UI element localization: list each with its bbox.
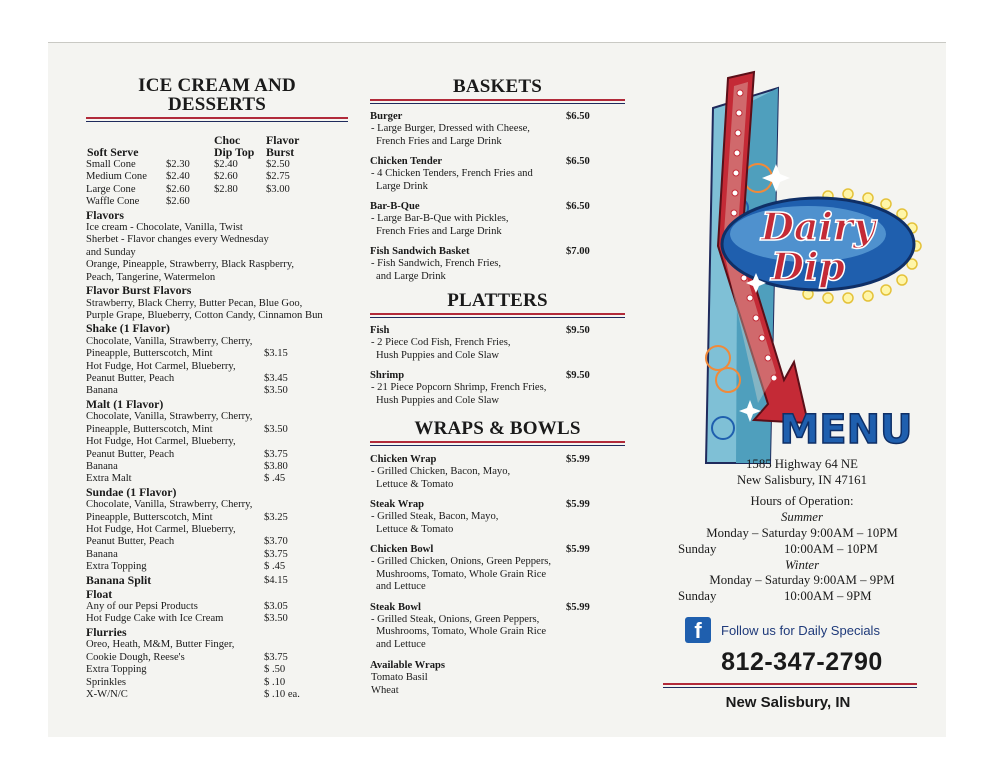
item-price: $7.00 (566, 246, 590, 257)
item-text: Cookie Dough, Reese's (86, 651, 185, 663)
item-description: Mushrooms, Tomato, Whole Grain Rice (376, 626, 547, 637)
item-price: $3.50 (264, 613, 288, 625)
float-list (86, 601, 348, 626)
address-street: 1585 Highway 64 NE (746, 457, 858, 471)
item-name: Bar-B-Que (370, 201, 420, 212)
available-wraps-list (370, 672, 625, 697)
shake-heading: Shake (1 Flavor) (86, 321, 170, 336)
item-name: Chicken Bowl (370, 544, 434, 555)
sundae-row (86, 512, 348, 524)
platter-item (370, 369, 625, 407)
flavor-burst-heading: Flavor Burst Flavors (86, 283, 192, 298)
item-description: - 2 Piece Cod Fish, French Fries, (371, 337, 511, 348)
banana-split-price: $4.15 (264, 574, 288, 586)
basket-item (370, 200, 625, 238)
flurries-row (86, 677, 348, 689)
hours-time: 10:00AM – 9PM (784, 589, 872, 603)
flurries-heading: Flurries (86, 624, 127, 639)
sundae-row (86, 524, 348, 536)
item-text: Chocolate, Vanilla, Strawberry, Cherry, (86, 499, 253, 511)
malt-row (86, 473, 348, 485)
float-row (86, 601, 348, 613)
item-price: $ .10 ea. (264, 688, 300, 700)
item-price: $5.99 (566, 601, 590, 613)
item-price: $3.50 (264, 385, 288, 397)
item-price: $3.75 (264, 651, 288, 663)
item-description: - Grilled Steak, Bacon, Mayo, (371, 511, 499, 522)
item-price: $5.99 (566, 499, 590, 510)
item-price: $ .10 (264, 676, 286, 688)
item-price: $6.50 (566, 111, 590, 122)
item-description: and Lettuce (376, 581, 426, 592)
ice-cream-column (86, 76, 348, 701)
shake-row (86, 348, 348, 360)
item-text: Banana (86, 460, 118, 472)
item-text: Pineapple, Butterscotch, Mint (86, 348, 213, 360)
baskets-title: BASKETS (452, 76, 543, 97)
item-heading (370, 543, 625, 556)
hours-time: 10:00AM – 10PM (784, 542, 878, 556)
item-text: Hot Fudge, Hot Carmel, Blueberry, (86, 360, 236, 372)
flavor-burst-header-1: Flavor (266, 133, 300, 147)
hours-row: Monday – Saturday 9:00AM – 9PM (709, 573, 895, 587)
malt-row (86, 461, 348, 473)
item-name: Shrimp (370, 370, 405, 381)
item-price: $5.99 (566, 454, 590, 465)
item-text: Hot Fudge, Hot Carmel, Blueberry, (86, 523, 236, 535)
item-text: Oreo, Heath, M&M, Butter Finger, (86, 639, 235, 651)
wraps-rule (370, 441, 625, 446)
item-price: $3.80 (264, 460, 288, 472)
wraps-title: WRAPS & BOWLS (414, 418, 581, 439)
item-heading (370, 324, 625, 337)
item-price: $ .45 (264, 473, 286, 485)
item-description: Mushrooms, Tomato, Whole Grain Rice (376, 568, 547, 580)
item-text: Extra Malt (86, 473, 132, 485)
item-description: Hush Puppies and Cole Slaw (376, 349, 500, 361)
winter-label: Winter (784, 558, 820, 572)
flavor-line: Orange, Pineapple, Strawberry, Black Raspberry, (86, 259, 295, 271)
item-description: and Lettuce (376, 638, 426, 650)
item-name: Fish Sandwich Basket (370, 246, 470, 257)
flavor-line: Peach, Tangerine, Watermelon (86, 271, 216, 283)
wrap-item (370, 601, 625, 652)
flurries-row (86, 689, 348, 701)
basket-item (370, 155, 625, 193)
available-wraps-heading: Available Wraps (370, 660, 446, 671)
basket-item (370, 245, 625, 283)
item-price: $3.70 (264, 536, 288, 548)
flavor-line: Ice cream - Chocolate, Vanilla, Twist (86, 222, 243, 234)
item-price: $6.50 (566, 156, 590, 167)
item-text: X-W/N/C (86, 688, 128, 700)
flavor-burst-line: Strawberry, Black Cherry, Butter Pecan, Blue Goo, (86, 297, 303, 309)
soft-serve-name: Small Cone (86, 159, 136, 170)
item-name: Chicken Wrap (370, 454, 437, 465)
hours-row: Monday – Saturday 9:00AM – 10PM (706, 526, 898, 540)
choc-header-1: Choc (214, 133, 241, 147)
item-heading (370, 245, 625, 258)
item-description: Lettuce & Tomato (376, 478, 454, 490)
wraps-list (370, 453, 625, 651)
item-text: Banana (86, 548, 118, 560)
soft-serve-price: $2.40 (166, 171, 190, 183)
float-row (86, 613, 348, 625)
sundae-row (86, 561, 348, 573)
platter-item (370, 324, 625, 362)
item-text: Peanut Butter, Peach (86, 536, 175, 548)
dairy-dip-logo (658, 68, 946, 478)
item-text: Chocolate, Vanilla, Strawberry, Cherry, (86, 411, 253, 423)
address-city: New Salisbury, IN 47161 (737, 472, 867, 487)
item-description: - Large Burger, Dressed with Cheese, (371, 123, 530, 134)
platters-list (370, 324, 625, 407)
flurries-row (86, 652, 348, 664)
item-description: Hush Puppies and Cole Slaw (376, 394, 500, 406)
sundae-row (86, 536, 348, 548)
item-description: - Fish Sandwich, French Fries, (371, 258, 502, 269)
soft-serve-price: $2.60 (166, 196, 190, 208)
facebook-text: Follow us for Daily Specials (721, 623, 880, 638)
hours-day: Sunday (678, 542, 717, 556)
item-heading (370, 200, 625, 213)
summer-label: Summer (781, 509, 823, 524)
item-name: Steak Wrap (370, 499, 425, 510)
basket-item (370, 110, 625, 148)
flavors-list (86, 222, 348, 284)
flavor-burst-list (86, 298, 348, 323)
sundae-list (86, 499, 348, 573)
winter-hours (658, 572, 946, 604)
malt-row (86, 449, 348, 461)
platters-title: PLATTERS (447, 290, 548, 311)
item-price: $ .50 (264, 664, 286, 676)
shake-row (86, 336, 348, 348)
item-text: Peanut Butter, Peach (86, 373, 175, 385)
malt-row (86, 436, 348, 448)
ice-cream-rule (86, 117, 348, 122)
item-name: Steak Bowl (370, 601, 421, 613)
available-wrap: Wheat (371, 684, 399, 696)
sundae-row (86, 549, 348, 561)
platters-rule (370, 313, 625, 318)
item-text: Extra Topping (86, 561, 147, 573)
town-name: New Salisbury, IN (725, 694, 851, 711)
item-description: - Grilled Chicken, Bacon, Mayo, (371, 466, 511, 477)
soft-serve-header (86, 134, 348, 158)
banana-split-row (86, 574, 348, 588)
flavor-burst-line: Purple Grape, Blueberry, Cotton Candy, Cinnamon Bun (86, 310, 323, 321)
flavor-line: and Sunday (86, 246, 136, 258)
wrap-item (370, 498, 625, 536)
item-price: $6.50 (566, 201, 590, 212)
flavor-burst-price: $2.75 (266, 171, 290, 183)
brand-rule (663, 683, 917, 688)
table-row (86, 184, 348, 196)
item-heading (370, 369, 625, 382)
available-wrap: Tomato Basil (371, 672, 428, 683)
item-price: $9.50 (566, 325, 590, 336)
item-price: $ .45 (264, 561, 286, 573)
facebook-row[interactable] (685, 617, 945, 643)
flavor-burst-header-2: Burst (266, 145, 295, 159)
hours-row (658, 541, 946, 557)
item-heading (370, 601, 625, 614)
malt-list (86, 411, 348, 485)
item-text: Chocolate, Vanilla, Strawberry, Cherry, (86, 335, 253, 347)
soft-serve-table (86, 159, 348, 209)
flavor-line: Sherbet - Flavor changes every Wednesday (86, 234, 269, 246)
hours-day: Sunday (678, 589, 717, 603)
soft-serve-name: Medium Cone (86, 171, 147, 183)
item-heading (370, 110, 625, 123)
item-description: and Large Drink (376, 270, 446, 282)
item-text: Sprinkles (86, 676, 127, 688)
flavor-burst-price: $2.50 (266, 159, 290, 170)
choc-dip-price: $2.80 (214, 183, 238, 195)
item-description: - Grilled Chicken, Onions, Green Peppers, (371, 556, 552, 567)
hours-heading: Hours of Operation: (750, 494, 854, 509)
shake-row (86, 385, 348, 397)
item-heading (370, 155, 625, 168)
soft-serve-name: Waffle Cone (86, 196, 140, 208)
item-description: French Fries and Large Drink (376, 135, 502, 147)
item-description: French Fries and Large Drink (376, 225, 502, 237)
shake-row (86, 361, 348, 373)
item-text: Any of our Pepsi Products (86, 601, 198, 613)
food-column (370, 77, 625, 697)
choc-dip-price: $2.40 (214, 159, 238, 170)
item-name: Chicken Tender (370, 156, 443, 167)
malt-row (86, 424, 348, 436)
ice-cream-title-line2: DESSERTS (167, 94, 267, 115)
item-description: - 21 Piece Popcorn Shrimp, French Fries, (371, 382, 547, 393)
address-block (658, 457, 946, 525)
item-text: Banana (86, 385, 118, 397)
item-price: $3.15 (264, 348, 288, 360)
wrap-item (370, 453, 625, 491)
item-description: - Grilled Steak, Onions, Green Peppers, (371, 613, 540, 625)
item-price: $3.75 (264, 448, 288, 460)
item-heading (370, 453, 625, 466)
malt-row (86, 411, 348, 423)
flurries-list (86, 639, 348, 701)
sundae-row (86, 499, 348, 511)
item-text: Hot Fudge, Hot Carmel, Blueberry, (86, 436, 236, 448)
flurries-row (86, 639, 348, 651)
facebook-icon[interactable]: f (685, 617, 711, 643)
choc-dip-price: $2.60 (214, 171, 238, 183)
item-description: - 4 Chicken Tenders, French Fries and (371, 168, 533, 179)
choc-header-2: Dip Top (214, 145, 255, 159)
item-price: $3.25 (264, 511, 288, 523)
item-name: Fish (370, 325, 390, 336)
item-price: $3.45 (264, 373, 288, 385)
item-description: - Large Bar-B-Que with Pickles, (371, 213, 509, 224)
item-text: Peanut Butter, Peach (86, 448, 175, 460)
item-heading (370, 498, 625, 511)
wrap-item (370, 543, 625, 594)
item-name: Burger (370, 111, 403, 122)
baskets-list (370, 110, 625, 283)
menu-sheet (48, 42, 946, 737)
soft-serve-heading: Soft Serve (87, 145, 139, 159)
item-price: $3.75 (264, 548, 288, 560)
item-text: Pineapple, Butterscotch, Mint (86, 511, 213, 523)
flavor-burst-price: $3.00 (266, 183, 290, 195)
item-description: Lettuce & Tomato (376, 523, 454, 535)
table-row (86, 159, 348, 171)
ice-cream-title-line1: ICE CREAM AND (138, 75, 296, 96)
item-price: $5.99 (566, 544, 590, 555)
item-text: Hot Fudge Cake with Ice Cream (86, 613, 224, 625)
item-description: Large Drink (376, 180, 428, 192)
flurries-row (86, 664, 348, 676)
item-price: $3.05 (264, 601, 288, 613)
shake-row (86, 373, 348, 385)
logo-word-dairy: Dairy (760, 204, 876, 249)
soft-serve-name: Large Cone (86, 183, 136, 195)
soft-serve-price: $2.60 (166, 183, 190, 195)
table-row (86, 171, 348, 183)
summer-hours (658, 525, 946, 557)
flavors-heading: Flavors (86, 207, 125, 222)
item-text: Extra Topping (86, 664, 147, 676)
logo-word-dip: Dip (771, 244, 845, 289)
soft-serve-price: $2.30 (166, 159, 190, 170)
phone-number: 812-347-2790 (721, 648, 883, 676)
float-heading: Float (86, 586, 113, 601)
item-text: Pineapple, Butterscotch, Mint (86, 423, 213, 435)
shake-list (86, 336, 348, 398)
table-row (86, 196, 348, 208)
banana-split-heading: Banana Split (86, 572, 152, 587)
item-price: $9.50 (566, 370, 590, 381)
malt-heading: Malt (1 Flavor) (86, 396, 164, 411)
item-price: $3.50 (264, 423, 288, 435)
baskets-rule (370, 99, 625, 104)
sundae-heading: Sundae (1 Flavor) (86, 484, 177, 499)
hours-row (658, 588, 946, 604)
menu-word: MENU (779, 407, 913, 453)
brand-column (658, 43, 946, 737)
